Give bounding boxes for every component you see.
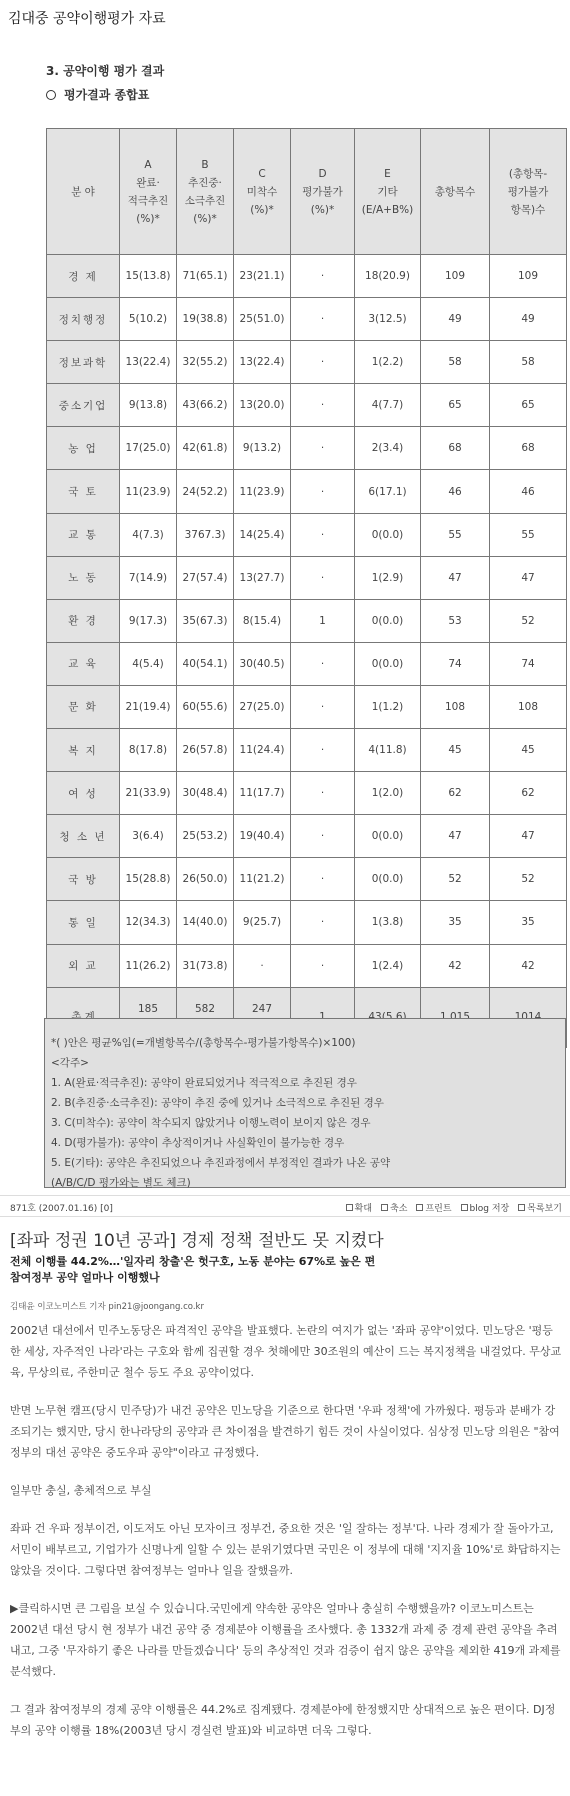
article-paragraph: 좌파 건 우파 정부이건, 이도저도 아닌 모자이크 정부건, 중요한 것은 '일 잘하는 정부'다. 나라 경제가 잘 돌아가고, 서민이 배부르고, 기업가가 신명나게 일할 수 있는 분위기였다면 국민은 이 정부에 대해 '지지율 10%'로 화답하지는 않았을 것이다. 그렇다면 참여정부는 얼마나 일을 잘했을까. xyxy=(10,1522,561,1577)
issue-info: 871호 (2007.01.16) [0] xyxy=(10,1204,113,1214)
table-cell: 62 xyxy=(421,772,490,815)
table-row xyxy=(47,427,567,470)
table-cell: · xyxy=(291,772,355,815)
table-cell: 42(61.8) xyxy=(177,427,234,470)
table-cell: · xyxy=(291,298,355,341)
table-cell: 1(2.9) xyxy=(355,556,421,599)
table-cell: 108 xyxy=(421,685,490,728)
header-cell: B 추진중· 소극추진 (%)* xyxy=(177,129,234,255)
table-cell: 26(57.8) xyxy=(177,729,234,772)
table-body xyxy=(47,255,567,1048)
table-cell: 47 xyxy=(421,556,490,599)
table-cell: 21(33.9) xyxy=(120,772,177,815)
table-cell: · xyxy=(291,642,355,685)
table-cell: 0(0.0) xyxy=(355,599,421,642)
article-paragraph: 반면 노무현 캠프(당시 민주당)가 내건 공약은 민노당을 기준으로 한다면 '우파 정책'에 가까웠다. 평등과 분배가 강조되기는 했지만, 당시 한나라당의 공약과 큰 차이점을 발견하기 힘든 것이 사실이었다. 심상정 민노당 의원은 "참여정부의 대선 공약은 중도우파 공약"이라고 규정했다. xyxy=(10,1404,560,1459)
category-cell: 외 교 xyxy=(47,944,120,987)
table-row xyxy=(47,642,567,685)
table-cell: 30(40.5) xyxy=(234,642,291,685)
table-cell: 1(2.4) xyxy=(355,944,421,987)
category-cell: 국 방 xyxy=(47,858,120,901)
table-cell: 2(3.4) xyxy=(355,427,421,470)
table-row xyxy=(47,470,567,513)
category-cell: 문 화 xyxy=(47,685,120,728)
table-cell: 42 xyxy=(421,944,490,987)
table-cell: 8(15.4) xyxy=(234,599,291,642)
table-cell: 0(0.0) xyxy=(355,815,421,858)
subsection-title-text: 평가결과 종합표 xyxy=(64,88,150,102)
table-row xyxy=(47,599,567,642)
category-cell: 복 지 xyxy=(47,729,120,772)
category-cell: 정보과학 xyxy=(47,341,120,384)
note-line: <각주> xyxy=(51,1057,89,1069)
table-row xyxy=(47,944,567,987)
article-paragraph: 일부만 충실, 총체적으로 부실 xyxy=(10,1484,152,1497)
table-cell: 58 xyxy=(421,341,490,384)
circle-icon xyxy=(46,90,56,100)
list-view-label: 목록보기 xyxy=(527,1204,562,1214)
table-cell: 1(2.0) xyxy=(355,772,421,815)
print-icon xyxy=(416,1204,423,1211)
table-cell: 35(67.3) xyxy=(177,599,234,642)
table-cell: 108 xyxy=(490,685,567,728)
zoom-in-label: 확대 xyxy=(354,1204,373,1214)
table-cell: 1(3.8) xyxy=(355,901,421,944)
note-line: (A/B/C/D 평가와는 별도 체크) xyxy=(51,1177,191,1189)
table-cell: 4(11.8) xyxy=(355,729,421,772)
table-cell: 109 xyxy=(490,255,567,298)
note-line: 3. C(미착수): 공약이 착수되지 않았거나 이행노력이 보이지 않은 경우 xyxy=(51,1117,371,1129)
header-cell: (총항목- 평가불가 항목)수 xyxy=(490,129,567,255)
category-cell: 통 일 xyxy=(47,901,120,944)
category-cell: 농 업 xyxy=(47,427,120,470)
table-cell: · xyxy=(291,858,355,901)
table-cell: 74 xyxy=(421,642,490,685)
print-button[interactable] xyxy=(416,1201,451,1214)
article-paragraph: 2002년 대선에서 민주노동당은 파격적인 공약을 발표했다. 논란의 여지가 없는 '좌파 공약'이었다. 민노당은 '평등한 세상, 자주적인 나라'라는 구호와 함께 집권할 경우 첫해에만 30조원의 예산이 드는 복지정책을 내걸었다. 무상교육, 무상의료, 주한미군 철수 등도 주요 공약이었다. xyxy=(10,1324,562,1379)
note-line: 1. A(완료·적극추진): 공약이 완료되었거나 적극적으로 추진된 경우 xyxy=(51,1077,357,1089)
table-cell: 11(26.2) xyxy=(120,944,177,987)
table-cell: 1(2.2) xyxy=(355,341,421,384)
zoom-out-label: 축소 xyxy=(390,1204,408,1214)
table-row xyxy=(47,298,567,341)
category-cell: 국 토 xyxy=(47,470,120,513)
note-line: 5. E(기타): 공약은 추진되었으나 추진과정에서 부정적인 결과가 나온 공약 xyxy=(51,1157,391,1169)
table-cell: 68 xyxy=(490,427,567,470)
table-cell: 52 xyxy=(490,858,567,901)
category-cell: 여 성 xyxy=(47,772,120,815)
table-row xyxy=(47,341,567,384)
table-cell: 5(10.2) xyxy=(120,298,177,341)
table-cell: 11(17.7) xyxy=(234,772,291,815)
table-cell: 49 xyxy=(490,298,567,341)
table-cell: 11(21.2) xyxy=(234,858,291,901)
table-cell: 15(28.8) xyxy=(120,858,177,901)
table-cell: 13(27.7) xyxy=(234,556,291,599)
notes-box xyxy=(44,1018,566,1188)
category-cell: 노 동 xyxy=(47,556,120,599)
header-cell: C 미착수 (%)* xyxy=(234,129,291,255)
table-cell: 47 xyxy=(421,815,490,858)
subsection-title xyxy=(46,86,149,103)
table-cell: 27(25.0) xyxy=(234,685,291,728)
table-cell: 13(22.4) xyxy=(120,341,177,384)
table-cell: 0(0.0) xyxy=(355,642,421,685)
table-cell: 25(53.2) xyxy=(177,815,234,858)
table-cell: 18(20.9) xyxy=(355,255,421,298)
table-cell: 4(5.4) xyxy=(120,642,177,685)
table-cell: 1(1.2) xyxy=(355,685,421,728)
zoom-out-button[interactable] xyxy=(381,1201,407,1214)
table-cell: 13(20.0) xyxy=(234,384,291,427)
table-cell: 23(21.1) xyxy=(234,255,291,298)
table-cell: · xyxy=(291,341,355,384)
table-row xyxy=(47,384,567,427)
table-cell: 45 xyxy=(421,729,490,772)
table-cell: 1 xyxy=(291,599,355,642)
table-cell: 53 xyxy=(421,599,490,642)
table-cell: 11(23.9) xyxy=(234,470,291,513)
table-cell: 30(48.4) xyxy=(177,772,234,815)
table-cell: 14(40.0) xyxy=(177,901,234,944)
article-toolbar xyxy=(0,1195,570,1217)
list-icon xyxy=(518,1204,525,1211)
article-body xyxy=(10,1320,562,1758)
table-cell: 13(22.4) xyxy=(234,341,291,384)
table-cell: 47 xyxy=(490,556,567,599)
table-cell: 74 xyxy=(490,642,567,685)
list-view-button[interactable] xyxy=(518,1201,562,1214)
table-row xyxy=(47,513,567,556)
table-cell: 60(55.6) xyxy=(177,685,234,728)
table-cell: 4(7.7) xyxy=(355,384,421,427)
table-cell: 55 xyxy=(421,513,490,556)
table-cell: · xyxy=(291,427,355,470)
zoom-in-button[interactable] xyxy=(346,1201,372,1214)
table-row xyxy=(47,729,567,772)
table-cell: 65 xyxy=(490,384,567,427)
table-cell: 68 xyxy=(421,427,490,470)
table-cell: 0(0.0) xyxy=(355,858,421,901)
table-cell: 6(17.1) xyxy=(355,470,421,513)
blog-icon xyxy=(461,1204,468,1211)
table-cell: 49 xyxy=(421,298,490,341)
table-row xyxy=(47,815,567,858)
table-cell: 4(7.3) xyxy=(120,513,177,556)
note-line: *( )안은 평균%임(=개별항목수/(총항목수-평가불가항목수)×100) xyxy=(51,1037,356,1049)
table-cell: 0(0.0) xyxy=(355,513,421,556)
table-cell: · xyxy=(291,384,355,427)
article-paragraph: 그 결과 참여정부의 경제 공약 이행률은 44.2%로 집계됐다. 경제분야에 한정했지만 상대적으로 높은 편이다. DJ정부의 공약 이행률 18%(2003년 당시 경실련 발표)와 비교하면 더욱 그렇다. xyxy=(10,1703,556,1737)
table-row xyxy=(47,255,567,298)
evaluation-table xyxy=(46,128,567,1048)
table-cell: 26(50.0) xyxy=(177,858,234,901)
article-byline: 김태윤 이코노미스트 기자 pin21@joongang.co.kr xyxy=(10,1302,204,1312)
table-cell: 32(55.2) xyxy=(177,341,234,384)
category-cell: 청 소 년 xyxy=(47,815,120,858)
table-header-row xyxy=(47,129,567,255)
table-cell: · xyxy=(291,901,355,944)
table-cell: 14(25.4) xyxy=(234,513,291,556)
total-cell: 247 xyxy=(234,987,291,1047)
print-label: 프린트 xyxy=(425,1204,452,1214)
table-cell: 9(17.3) xyxy=(120,599,177,642)
table-cell: · xyxy=(234,944,291,987)
table-cell: · xyxy=(291,729,355,772)
table-cell: 46 xyxy=(421,470,490,513)
category-cell: 중소기업 xyxy=(47,384,120,427)
table-cell: · xyxy=(291,470,355,513)
table-cell: 11(23.9) xyxy=(120,470,177,513)
table-cell: 12(34.3) xyxy=(120,901,177,944)
table-cell: 7(14.9) xyxy=(120,556,177,599)
total-cell: 582 xyxy=(177,987,234,1047)
article-paragraph-link[interactable]: ▶클릭하시면 큰 그림을 보실 수 있습니다.국민에게 약속한 공약은 얼마나 충실히 수행했을까? 이코노미스트는 2002년 대선 당시 현 정부가 내건 공약 중 경제분야 이행률을 조사했다. 총 1332개 과제 중 경제 관련 공약을 추려내고, 그중 '무자하기 좋은 나라를 만들겠습니다' 등의 추상적인 것과 검증이 쉽지 않은 공약을 제외한 419개 과제를 분석했다. xyxy=(10,1602,561,1678)
table-cell: 19(40.4) xyxy=(234,815,291,858)
category-cell: 교 통 xyxy=(47,513,120,556)
table-cell: · xyxy=(291,815,355,858)
table-cell: · xyxy=(291,685,355,728)
table-cell: 8(17.8) xyxy=(120,729,177,772)
table-cell: · xyxy=(291,255,355,298)
category-cell: 경 제 xyxy=(47,255,120,298)
header-cell: A 완료· 적극추진 (%)* xyxy=(120,129,177,255)
table-cell: 40(54.1) xyxy=(177,642,234,685)
category-cell: 환 경 xyxy=(47,599,120,642)
table-row xyxy=(47,556,567,599)
table-row xyxy=(47,901,567,944)
category-cell: 정치행정 xyxy=(47,298,120,341)
table-row xyxy=(47,772,567,815)
table-cell: 3(12.5) xyxy=(355,298,421,341)
table-cell: 71(65.1) xyxy=(177,255,234,298)
table-cell: 9(25.7) xyxy=(234,901,291,944)
table-cell: 35 xyxy=(490,901,567,944)
blog-save-label: blog 저장 xyxy=(469,1204,510,1214)
page-title: 김대중 공약이행평가 자료 xyxy=(8,11,166,27)
header-cell: E 기타 (E/A+B%) xyxy=(355,129,421,255)
section-title: 3. 공약이행 평가 결과 xyxy=(46,64,165,78)
blog-save-button[interactable] xyxy=(461,1201,510,1214)
table-cell: 45 xyxy=(490,729,567,772)
table-cell: 9(13.8) xyxy=(120,384,177,427)
table-cell: 52 xyxy=(421,858,490,901)
table-cell: · xyxy=(291,556,355,599)
table-cell: 21(19.4) xyxy=(120,685,177,728)
table-cell: 31(73.8) xyxy=(177,944,234,987)
table-cell: · xyxy=(291,944,355,987)
report-image xyxy=(0,38,570,1190)
table-row xyxy=(47,858,567,901)
table-cell: · xyxy=(291,513,355,556)
table-cell: 52 xyxy=(490,599,567,642)
table-cell: 27(57.4) xyxy=(177,556,234,599)
table-cell: 65 xyxy=(421,384,490,427)
table-cell: 42 xyxy=(490,944,567,987)
article-tools xyxy=(346,1201,562,1214)
header-cell: D 평가불가 (%)* xyxy=(291,129,355,255)
total-cell: 185 xyxy=(120,987,177,1047)
table-cell: 109 xyxy=(421,255,490,298)
category-cell: 교 육 xyxy=(47,642,120,685)
table-cell: 46 xyxy=(490,470,567,513)
table-cell: 47 xyxy=(490,815,567,858)
table-cell: 11(24.4) xyxy=(234,729,291,772)
table-cell: 62 xyxy=(490,772,567,815)
note-line: 2. B(추진중·소극추진): 공약이 추진 중에 있거나 소극적으로 추진된 경우 xyxy=(51,1097,384,1109)
article-subhead: 전체 이행률 44.2%…'일자리 창출'은 헛구호, 노동 분야는 67%로 높은 편 참여정부 공약 얼마나 이행했나 xyxy=(10,1255,376,1284)
table-cell: 35 xyxy=(421,901,490,944)
table-cell: 43(66.2) xyxy=(177,384,234,427)
table-cell: 15(13.8) xyxy=(120,255,177,298)
table-cell: 55 xyxy=(490,513,567,556)
table-cell: 3(6.4) xyxy=(120,815,177,858)
table-row xyxy=(47,685,567,728)
note-line: 4. D(평가불가): 공약이 추상적이거나 사실확인이 불가능한 경우 xyxy=(51,1137,345,1149)
table-cell: 58 xyxy=(490,341,567,384)
header-cell: 분 야 xyxy=(47,129,120,255)
table-cell: 19(38.8) xyxy=(177,298,234,341)
table-cell: 17(25.0) xyxy=(120,427,177,470)
zoom-out-icon xyxy=(381,1204,388,1211)
table-cell: 3767.3) xyxy=(177,513,234,556)
table-cell: 25(51.0) xyxy=(234,298,291,341)
article-headline: [좌파 정권 10년 공과] 경제 정책 절반도 못 지켰다 xyxy=(10,1231,384,1251)
header-cell: 총항목수 xyxy=(421,129,490,255)
zoom-in-icon xyxy=(346,1204,353,1211)
table-cell: 9(13.2) xyxy=(234,427,291,470)
table-cell: 24(52.2) xyxy=(177,470,234,513)
